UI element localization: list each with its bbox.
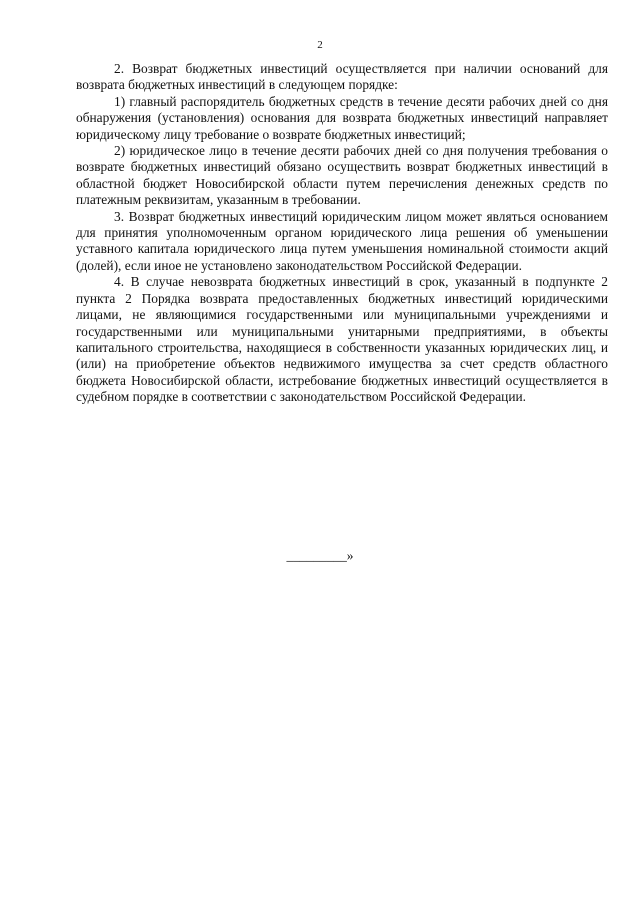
closing-line: _________»	[286, 548, 354, 563]
paragraph-subitem-1: 1) главный распорядитель бюджетных средств в течение десяти рабочих дней со дня обнаружения (установления) основания для возврата бюджетных инвестиций направляет юридическому лицу требование о возврате бюджетных инвестиций;	[76, 93, 608, 142]
paragraph-item-3: 3. Возврат бюджетных инвестиций юридическим лицом может являться основанием для принятия уполномоченным органом юридического лица решения об уменьшении уставного капитала юридического лица путем уменьшения номинальной стоимости акций (долей), если иное не установлено законодательством Российской Федерации.	[76, 208, 608, 273]
paragraph-subitem-2: 2) юридическое лицо в течение десяти рабочих дней со дня получения требования о возврате бюджетных инвестиций обязано осуществить возврат бюджетных инвестиций в областной бюджет Новосибирской области путем перечисления денежных средств по платежным реквизитам, указанным в требовании.	[76, 143, 608, 208]
paragraph-return-grounds: 2. Возврат бюджетных инвестиций осуществляется при наличии оснований для возврата бюджетных инвестиций в следующем порядке:	[76, 61, 608, 93]
document-body	[76, 61, 608, 406]
page-number: 2	[317, 39, 323, 51]
paragraph-item-4: 4. В случае невозврата бюджетных инвестиций в срок, указанный в подпункте 2 пункта 2 Порядка возврата предоставленных бюджетных инвестиций юридическими лицами, не являющимися государственными или муниципальными учреждениями и государственными или муниципальными унитарными предприятиями, в объекты капитального строительства, находящиеся в собственности указанных юридических лиц, и (или) на приобретение объектов недвижимого имущества за счет средств областного бюджета Новосибирской области, истребование бюджетных инвестиций осуществляется в судебном порядке в соответствии с законодательством Российской Федерации.	[76, 274, 608, 405]
